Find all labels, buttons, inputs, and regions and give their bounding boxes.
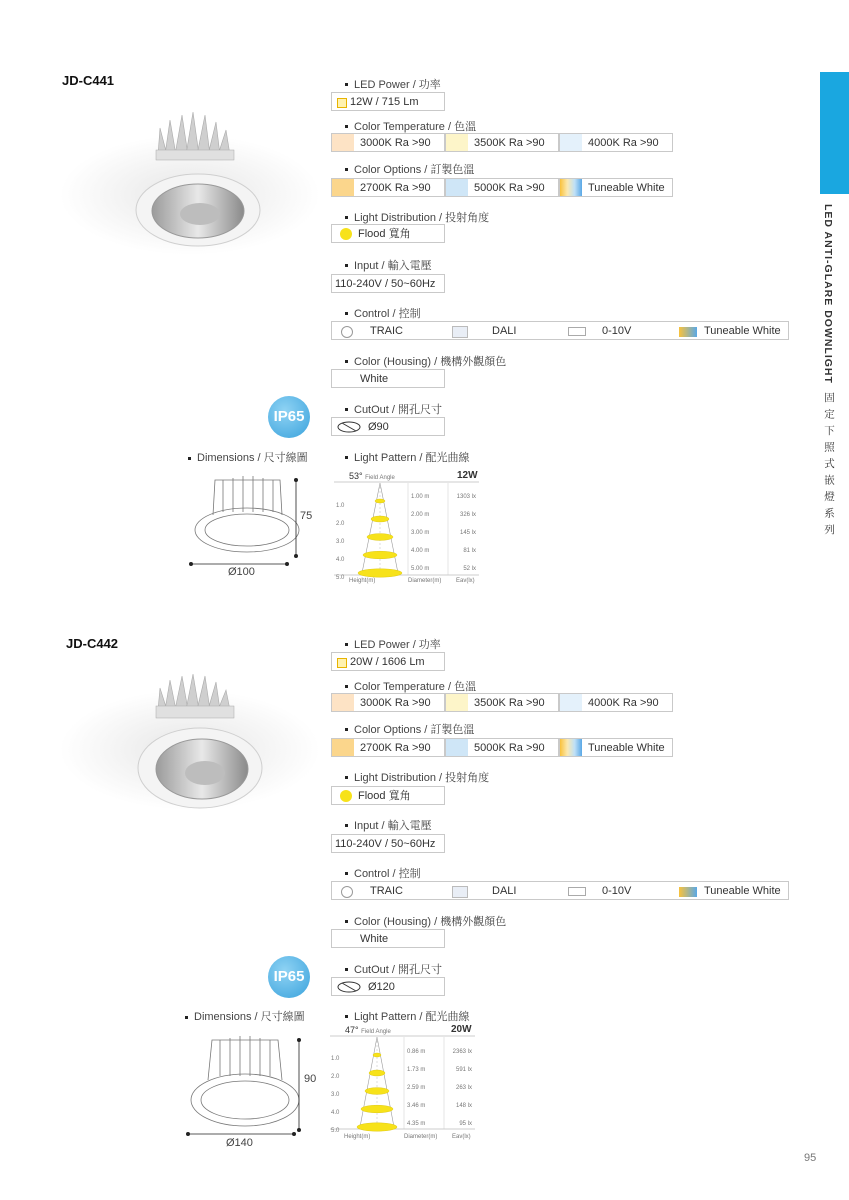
dimension-drawing [182,1030,307,1146]
dim-height: 75 [300,510,313,522]
pattern-angle: 53° Field Angle [349,471,395,481]
input-box: 110-240V / 50~60Hz [331,834,445,853]
distribution-box: Flood 寬角 [331,786,445,805]
label-cutout: CutOut / 開孔尺寸 [345,961,442,977]
label-distribution: Light Distribution / 投射角度 [345,209,489,225]
pattern-heights: 1.0 2.0 3.0 4.0 5.0 [331,1056,340,1134]
label-distribution: Light Distribution / 投射角度 [345,769,489,785]
pattern-watt: 12W [457,470,478,481]
power-value: 12W / 715 Lm [350,96,419,108]
cct-3000: 3000K Ra >90 [331,693,445,712]
control-box: TRAIC DALI 0-10V Tuneable White [331,321,789,340]
pattern-heights: 1.0 2.0 3.0 4.0 5.0 [336,503,345,581]
page-number: 95 [804,1152,817,1164]
pattern-foot-d: Diameter(m) [408,578,442,584]
label-cct: Color Temperature / 色溫 [345,118,476,134]
pattern-lux: 1303 lx 326 lx 145 lx 81 lx 52 lx [456,494,476,572]
dali-icon [452,326,468,338]
sidebar-title-zh: 固定下照式嵌燈系列 [823,391,835,541]
dim-diameter: Ø140 [226,1137,253,1149]
opt-2700: 2700K Ra >90 [331,178,445,197]
flood-icon [340,228,352,240]
dimmer-icon [568,887,586,896]
cutout-icon [336,420,362,434]
power-box [331,92,445,111]
label-pattern: Light Pattern / 配光曲線 [345,1008,470,1024]
pattern-diameters: 1.00 m 2.00 m 3.00 m 4.00 m 5.00 m [411,494,430,572]
product-photo [60,110,322,260]
opt-tuneable: Tuneable White [559,738,673,757]
pattern-diameters: 0.86 m 1.73 m 2.59 m 3.46 m 4.35 m [407,1049,426,1127]
power-icon [337,98,347,108]
product-section-1 [0,0,849,584]
product-photo [60,670,322,820]
model-name: JD-C442 [66,636,119,651]
power-box [331,652,445,671]
cutout-box: Ø120 [331,977,445,996]
label-power: LED Power / 功率 [345,636,441,652]
pattern-watt: 20W [451,1024,472,1035]
power-icon [337,658,347,668]
label-cutout: CutOut / 開孔尺寸 [345,401,442,417]
product-section-2 [0,560,849,1149]
input-box: 110-240V / 50~60Hz [331,274,445,293]
tuneable-icon [679,327,697,337]
dim-height: 90 [304,1073,317,1085]
dim-diameter: Ø100 [228,566,255,578]
ip65-badge: IP65 [268,956,310,998]
triac-icon [341,886,353,898]
label-dimensions: Dimensions / 尺寸線圖 [185,1008,305,1024]
cutout-icon [336,980,362,994]
tuneable-icon [679,887,697,897]
model-name: JD-C441 [62,73,115,88]
label-control: Control / 控制 [345,305,421,321]
label-cct: Color Temperature / 色溫 [345,678,476,694]
opt-5000: 5000K Ra >90 [445,178,559,197]
opt-tuneable: Tuneable White [559,178,673,197]
label-input: Input / 輸入電壓 [345,817,432,833]
pattern-foot-d: Diameter(m) [404,1134,438,1140]
label-color-options: Color Options / 訂製色溫 [345,161,474,177]
housing-box: White [331,929,445,948]
pattern-foot-e: Eav(lx) [452,1134,471,1140]
dimmer-icon [568,327,586,336]
pattern-angle: 47° Field Angle [345,1025,391,1035]
pattern-foot-e: Eav(lx) [456,578,475,584]
power-value: 20W / 1606 Lm [350,656,425,668]
label-input: Input / 輸入電壓 [345,257,432,273]
label-control: Control / 控制 [345,865,421,881]
label-housing: Color (Housing) / 機構外觀顏色 [345,353,506,369]
pattern-lux: 2363 lx 591 lx 263 lx 148 lx 95 lx [452,1049,472,1127]
label-housing: Color (Housing) / 機構外觀顏色 [345,913,506,929]
pattern-foot-h: Height(m) [344,1134,371,1140]
housing-box: White [331,369,445,388]
cct-4000: 4000K Ra >90 [559,693,673,712]
opt-5000: 5000K Ra >90 [445,738,559,757]
label-pattern: Light Pattern / 配光曲線 [345,449,470,465]
flood-icon [340,790,352,802]
triac-icon [341,326,353,338]
cct-3500: 3500K Ra >90 [445,693,559,712]
cct-4000: 4000K Ra >90 [559,133,673,152]
control-box: TRAIC DALI 0-10V Tuneable White [331,881,789,900]
ip65-badge: IP65 [268,396,310,438]
sidebar-title-en: LED ANTI-GLARE DOWNLIGHT [822,204,834,384]
cct-3000: 3000K Ra >90 [331,133,445,152]
opt-2700: 2700K Ra >90 [331,738,445,757]
label-power: LED Power / 功率 [345,76,441,92]
dali-icon [452,886,468,898]
cutout-box: Ø90 [331,417,445,436]
pattern-foot-h: Height(m) [349,578,376,584]
distribution-box: Flood 寬角 [331,224,445,243]
label-dimensions: Dimensions / 尺寸線圖 [188,449,308,465]
label-color-options: Color Options / 訂製色溫 [345,721,474,737]
cct-3500: 3500K Ra >90 [445,133,559,152]
